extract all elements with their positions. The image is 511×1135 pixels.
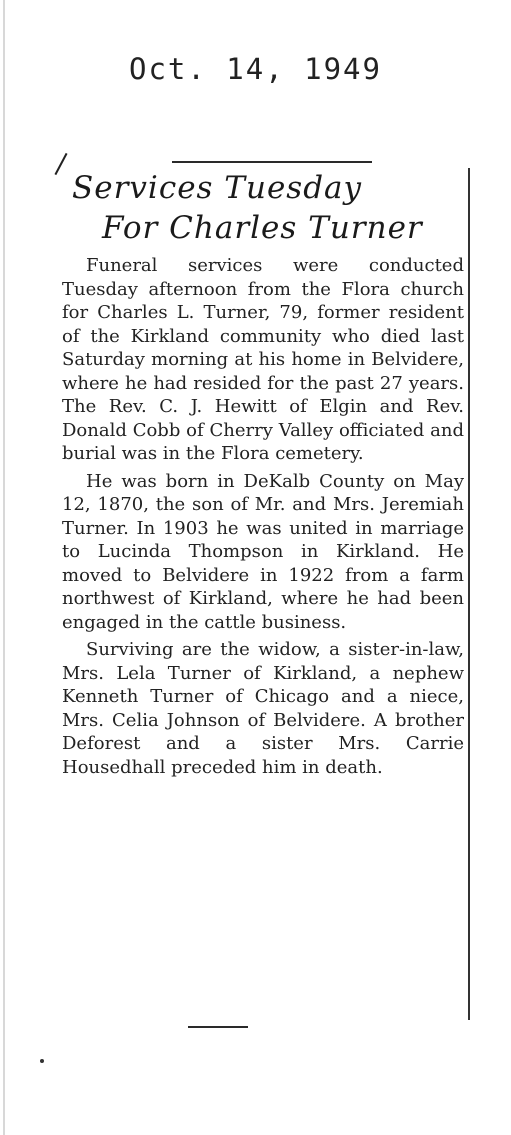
- clipping-right-edge: [468, 168, 470, 1020]
- pencil-tick-mark: [54, 153, 67, 175]
- scan-left-edge: [3, 0, 5, 1135]
- headline-line-2: For Charles Turner: [102, 210, 423, 246]
- date-stamp: Oct. 14, 1949: [129, 52, 382, 86]
- paragraph-biography: He was born in DeKalb County on May 12, 1870, the son of Mr. and Mrs. Jeremiah Turner. In 1903 he was united in marriage to Lucinda Thompson in Kirkland. He moved to Belvidere in 1922 from a farm northwest of Kirkland, where he had been engaged in the cattle business.: [62, 470, 464, 633]
- top-rule: [172, 161, 372, 163]
- scan-speck: [40, 1059, 44, 1063]
- paragraph-survivors: Surviving are the widow, a sister-in-law, Mrs. Lela Turner of Kirkland, a nephew Kenneth Turner of Chicago and a niece, Mrs. Celia Johnson of Belvidere. A brother Deforest and a sister Mrs. Carrie Housedhall preceded him in death.: [62, 639, 464, 778]
- newspaper-clipping: [62, 150, 472, 1030]
- bottom-rule: [188, 1026, 248, 1028]
- headline-line-1: Services Tuesday: [72, 170, 363, 206]
- headline: [72, 168, 468, 248]
- paragraph-services: Funeral services were conducted Tuesday afternoon from the Flora church for Charles L. Turner, 79, former resident of the Kirkland community who died last Saturday morning at his home in Belvidere, where he had resided for the past 27 years. The Rev. C. J. Hewitt of Elgin and Rev. Donald Cobb of Cherry Valley officiated and burial was in the Flora cemetery.: [62, 255, 464, 464]
- article-body: [62, 254, 464, 783]
